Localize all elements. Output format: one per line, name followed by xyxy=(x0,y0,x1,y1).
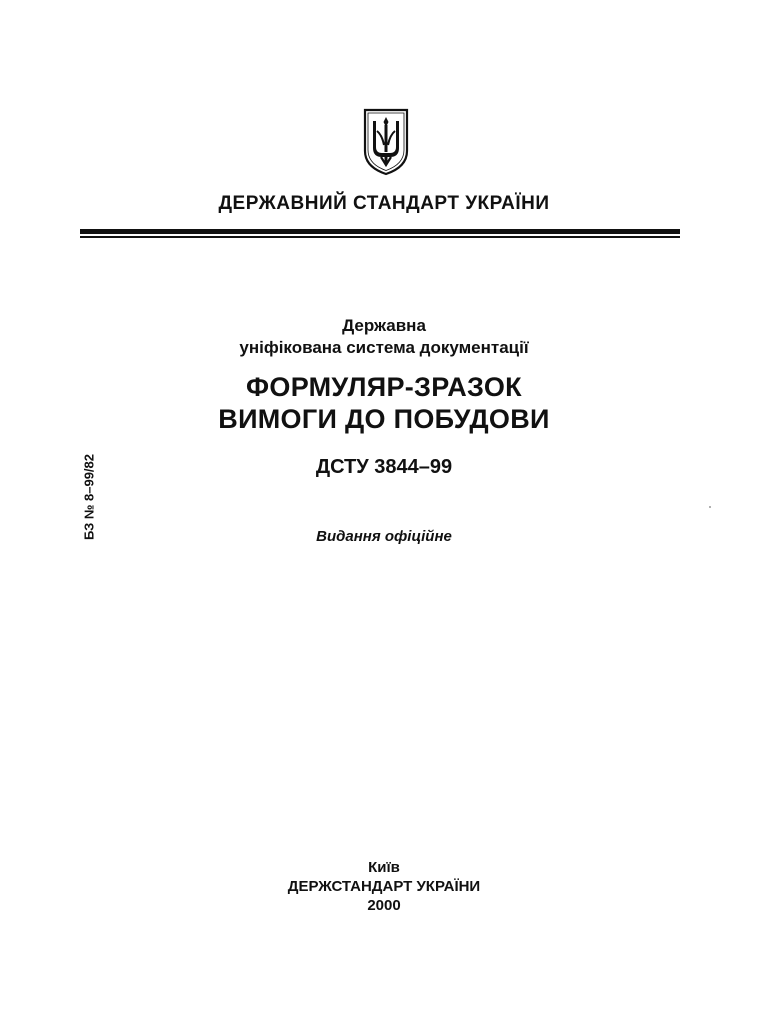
imprint-publisher: ДЕРЖСТАНДАРТ УКРАЇНИ xyxy=(287,878,481,895)
system-name xyxy=(0,315,768,359)
imprint xyxy=(0,858,768,915)
imprint-city: Київ xyxy=(368,859,400,876)
document-title xyxy=(0,371,768,435)
document-title-line-1: ФОРМУЛЯР-ЗРАЗОК xyxy=(246,372,522,402)
system-name-line-2: уніфікована система документації xyxy=(239,338,529,357)
imprint-year: 2000 xyxy=(367,897,401,914)
edition-label: Видання офіційне xyxy=(316,528,452,545)
standard-header-title: ДЕРЖАВНИЙ СТАНДАРТ УКРАЇНИ xyxy=(218,193,550,214)
trident-coat-of-arms-icon xyxy=(360,107,412,177)
header-divider-thick xyxy=(80,229,680,234)
header-divider-thin xyxy=(80,236,680,238)
document-code: ДСТУ 3844–99 xyxy=(315,456,453,478)
side-registration-mark-text: БЗ № 8–99/82 xyxy=(81,453,97,541)
scan-speck xyxy=(709,506,711,508)
document-title-line-2: ВИМОГИ ДО ПОБУДОВИ xyxy=(218,404,550,434)
system-name-line-1: Державна xyxy=(342,316,426,335)
